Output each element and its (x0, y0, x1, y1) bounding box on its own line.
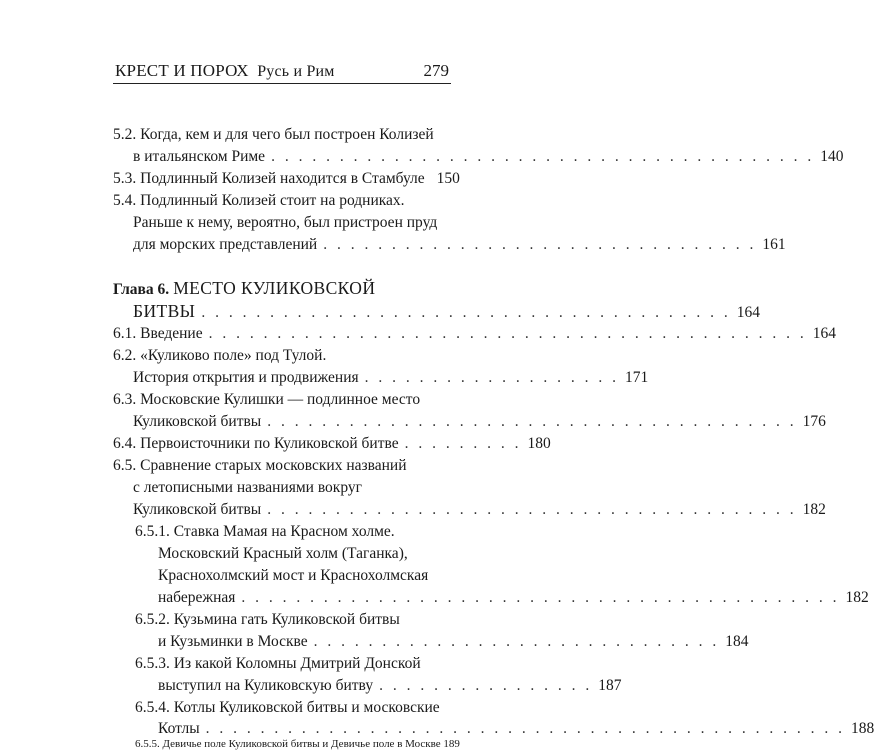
toc-page-number: 164 (812, 325, 836, 342)
dot-leader: . . . . . . . . . . . . . . . . . . . . . . . . . . . . . . . . . . . . . . . . . . . . (241, 589, 840, 606)
toc-entry-text: набережная (158, 589, 236, 606)
toc-entry-text-cont: и Девичье поле в Москве (322, 738, 441, 750)
toc-entry-6-1 (113, 323, 836, 345)
toc-entry-5-4-line1: 5.4. Подлинный Колизей стоит на родниках. (113, 192, 405, 209)
chapter-title: МЕСТО КУЛИКОВСКОЙ (173, 278, 376, 298)
toc-entry-6-3 (133, 411, 826, 433)
dot-leader: . . . . . . . . . . . . . . . . . . . . . . . . . . . . . . . . . . . . . . . . . . . . (208, 325, 807, 342)
toc-entry-5-4 (133, 234, 786, 256)
running-title (115, 61, 335, 81)
toc-entry-6-4 (113, 433, 551, 455)
toc-entry-6-5-line2: с летописными названиями вокруг (133, 479, 362, 496)
toc-page-number: 182 (802, 501, 826, 518)
toc-entry-6-2 (133, 367, 649, 389)
toc-entry-chapter-6 (133, 299, 760, 323)
toc-entry-5-2 (133, 146, 844, 168)
toc-entry-6-5-4-line1: 6.5.4. Котлы Куликовской битвы и московские (135, 699, 440, 716)
toc-entry-text: 6.4. Первоисточники по Куликовской битве (113, 435, 399, 452)
toc-entry-6-2-line1: 6.2. «Куликово поле» под Тулой. (113, 347, 327, 364)
toc-entry-text: Котлы (158, 720, 200, 737)
toc-entry-text: Куликовской битвы (133, 413, 262, 430)
toc-page-number: 184 (725, 633, 749, 650)
toc-page-number: 189 (443, 738, 460, 750)
toc-entry-6-5-1-line3: Краснохолмский мост и Краснохолмская (158, 567, 429, 584)
dot-leader: . . . . . . . . . . . . . . . . (379, 677, 593, 694)
toc-page-number: 188 (851, 720, 874, 737)
toc-entry-6-5 (133, 499, 826, 521)
toc-page-number: 171 (625, 369, 649, 386)
toc-entry-6-5-1-line2: Московский Красный холм (Таганка), (158, 545, 408, 562)
toc-entry-6-5-1 (158, 587, 869, 609)
toc-entry-5-4-line2: Раньше к нему, вероятно, был пристроен пруд (133, 214, 438, 231)
toc-entry-6-5-3 (158, 675, 622, 697)
toc-page-number: 187 (598, 677, 622, 694)
toc-page-number: 164 (736, 304, 760, 321)
book-subtitle: Русь и Рим (257, 63, 335, 80)
toc-entry-5-2-line1: 5.2. Когда, кем и для чего был построен Колизей (113, 126, 434, 143)
toc-entry-text: и Кузьминки в Москве (158, 633, 308, 650)
toc-entry-text: 5.3. Подлинный Колизей находится в Стамбуле (113, 170, 425, 187)
dot-leader: . . . . . . . . . . . . . . . . . . . . . . . . . . . . . . . . . . . . . . . . (271, 148, 815, 165)
toc-entry-text: 6.5.5. Девичье поле Куликовской битвы (135, 738, 320, 750)
dot-leader: . . . . . . . . . . . . . . . . . . . . . . . . . . . . . . . . . . . . . . . . . . . . . . . (205, 720, 846, 737)
toc-page-number: 140 (820, 148, 844, 165)
toc-page-number: 176 (802, 413, 826, 430)
toc-entry-text: История открытия и продвижения (133, 369, 359, 386)
toc-page-number: 161 (762, 236, 786, 253)
toc-entry-6-5-5 (135, 738, 460, 750)
dot-leader: . . . . . . . . . . . . . . . . . . . . . . . . . . . . . . (313, 633, 720, 650)
toc-entry-6-5-2 (158, 631, 749, 653)
toc-page-number: 182 (845, 589, 869, 606)
book-title: КРЕСТ И ПОРОХ (115, 61, 249, 80)
toc-entry-text: Куликовской битвы (133, 501, 262, 518)
toc-entry-6-5-line1: 6.5. Сравнение старых московских названий (113, 457, 407, 474)
toc-entry-text: 6.1. Введение (113, 325, 203, 342)
page-number: 279 (423, 61, 449, 80)
chapter-heading (113, 276, 375, 300)
toc-page-number: 180 (527, 435, 551, 452)
dot-leader: . . . . . . . . . . . . . . . . . . . (364, 369, 620, 386)
toc-entry-text: для морских представлений (133, 236, 318, 253)
toc-entry-5-3 (113, 168, 460, 190)
toc-entry-text: в итальянском Риме (133, 148, 266, 165)
dot-leader: . . . . . . . . . (404, 435, 522, 452)
toc-page-number: 150 (436, 170, 460, 187)
chapter-label: Глава 6. (113, 281, 170, 298)
dot-leader: . . . . . . . . . . . . . . . . . . . . . . . . . . . . . . . . (323, 236, 757, 253)
toc-entry-text: выступил на Куликовскую битву (158, 677, 374, 694)
toc-entry-6-5-2-line1: 6.5.2. Кузьмина гать Куликовской битвы (135, 611, 400, 628)
toc-entry-6-5-3-line1: 6.5.3. Из какой Коломны Дмитрий Донской (135, 655, 421, 672)
dot-leader: . . . . . . . . . . . . . . . . . . . . . . . . . . . . . . . . . . . . . . . (201, 304, 731, 321)
running-header (113, 57, 451, 84)
toc-entry-6-5-1-line1: 6.5.1. Ставка Мамая на Красном холме. (135, 523, 395, 540)
dot-leader: . . . . . . . . . . . . . . . . . . . . . . . . . . . . . . . . . . . . . . . (267, 501, 797, 518)
chapter-title-cont: БИТВЫ (133, 301, 196, 321)
toc-entry-6-3-line1: 6.3. Московские Кулишки — подлинное место (113, 391, 421, 408)
dot-leader: . . . . . . . . . . . . . . . . . . . . . . . . . . . . . . . . . . . . . . . (267, 413, 797, 430)
toc-entry-6-5-4 (158, 719, 874, 739)
